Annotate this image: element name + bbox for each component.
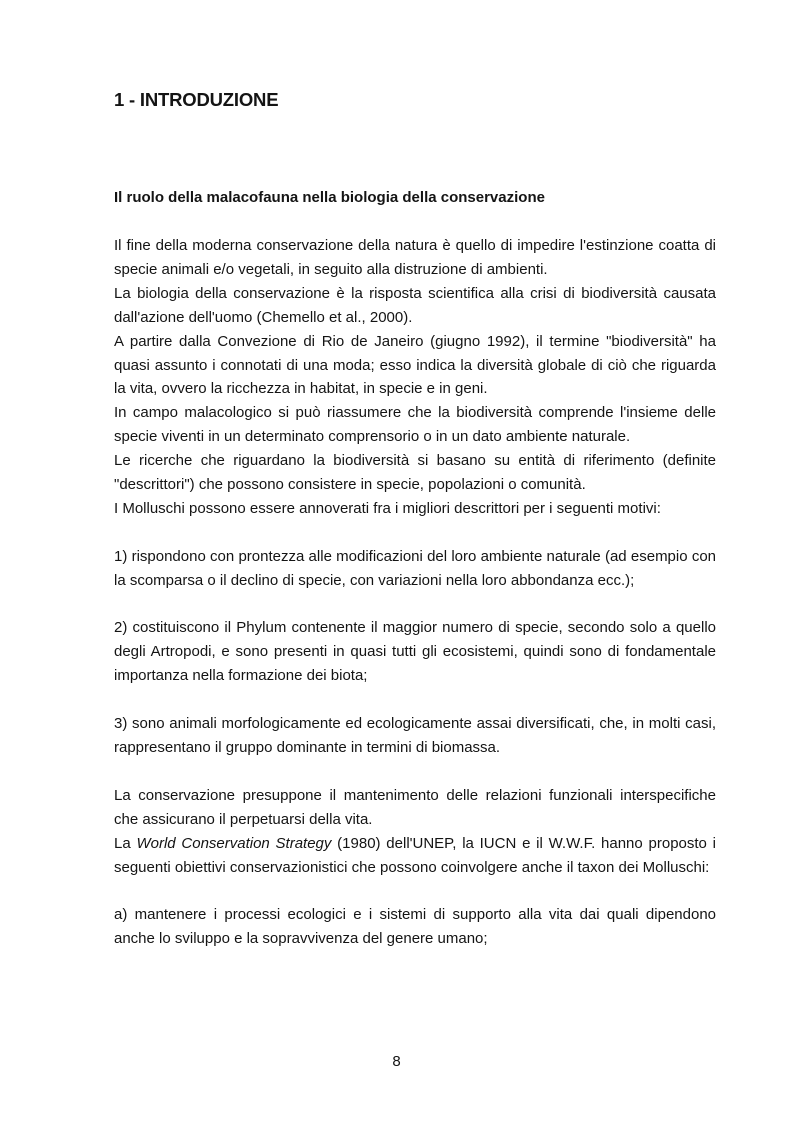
section-title: Il ruolo della malacofauna nella biologia della conservazione	[114, 189, 545, 206]
list-item: 3) sono animali morfologicamente ed ecologicamente assai diversificati, che, in molti casi, rappresentano il gruppo dominante in termini di biomassa.	[114, 715, 716, 756]
paragraph: La conservazione presuppone il mantenimento delle relazioni funzionali interspecifiche che assicurano il perpetuarsi della vita.	[114, 786, 716, 828]
text-run: La	[114, 834, 137, 852]
paragraph-gap	[114, 593, 716, 617]
chapter-title: 1 - INTRODUZIONE	[114, 89, 279, 110]
paragraph: I Molluschi possono essere annoverati fra i migliori descrittori per i seguenti motivi:	[114, 499, 661, 517]
italic-title: World Conservation Strategy	[136, 834, 332, 852]
list-item: 2) costituiscono il Phylum contenente il maggior numero di specie, secondo solo a quello degli Artropodi, e sono presenti in quasi tutti gli ecosistemi, quindi sono di fondamentale importanza nella formazione dei biota;	[114, 619, 716, 685]
paragraph-strategy	[114, 832, 716, 880]
paragraph-gap	[114, 760, 716, 784]
list-item: a) mantenere i processi ecologici e i sistemi di supporto alla vita dai quali dipendono anche lo sviluppo e la sopravvivenza del genere umano;	[114, 906, 716, 948]
paragraph: Il fine della moderna conservazione della natura è quello di impedire l'estinzione coatta di specie animali e/o vegetali, in seguito alla distruzione di ambienti.	[114, 237, 716, 278]
body-text	[114, 234, 716, 951]
paragraph: La biologia della conservazione è la risposta scientifica alla crisi di biodiversità causata dall'azione dell'uomo (Chemello et al., 2000).	[114, 284, 716, 326]
paragraph-gap	[114, 688, 716, 712]
paragraph: In campo malacologico si può riassumere che la biodiversità comprende l'insieme delle specie viventi in un determinato comprensorio o in un dato ambiente naturale.	[114, 404, 716, 446]
paragraph: Le ricerche che riguardano la biodiversità si basano su entità di riferimento (definite "descrittori") che possono consistere in specie, popolazioni o comunità.	[114, 452, 716, 494]
paragraph: A partire dalla Convezione di Rio de Janeiro (giugno 1992), il termine "biodiversità" ha quasi assunto i connotati di una moda; esso indica la diversità globale di ciò che riguarda la vita, ovvero la ricchezza in habitat, in specie e in geni.	[114, 332, 716, 398]
page-number: 8	[392, 1053, 401, 1070]
text-run: (1980) dell'UNEP, la IUCN e il W.W.F. hanno proposto i seguenti obiettivi conservazionistici che possono coinvolgere anche il taxon dei Molluschi:	[114, 834, 716, 876]
paragraph-gap	[114, 879, 716, 903]
list-item: 1) rispondono con prontezza alle modificazioni del loro ambiente naturale (ad esempio con la scomparsa o il declino di specie, con variazioni nella loro abbondanza ecc.);	[114, 547, 716, 589]
paragraph-gap	[114, 521, 716, 545]
